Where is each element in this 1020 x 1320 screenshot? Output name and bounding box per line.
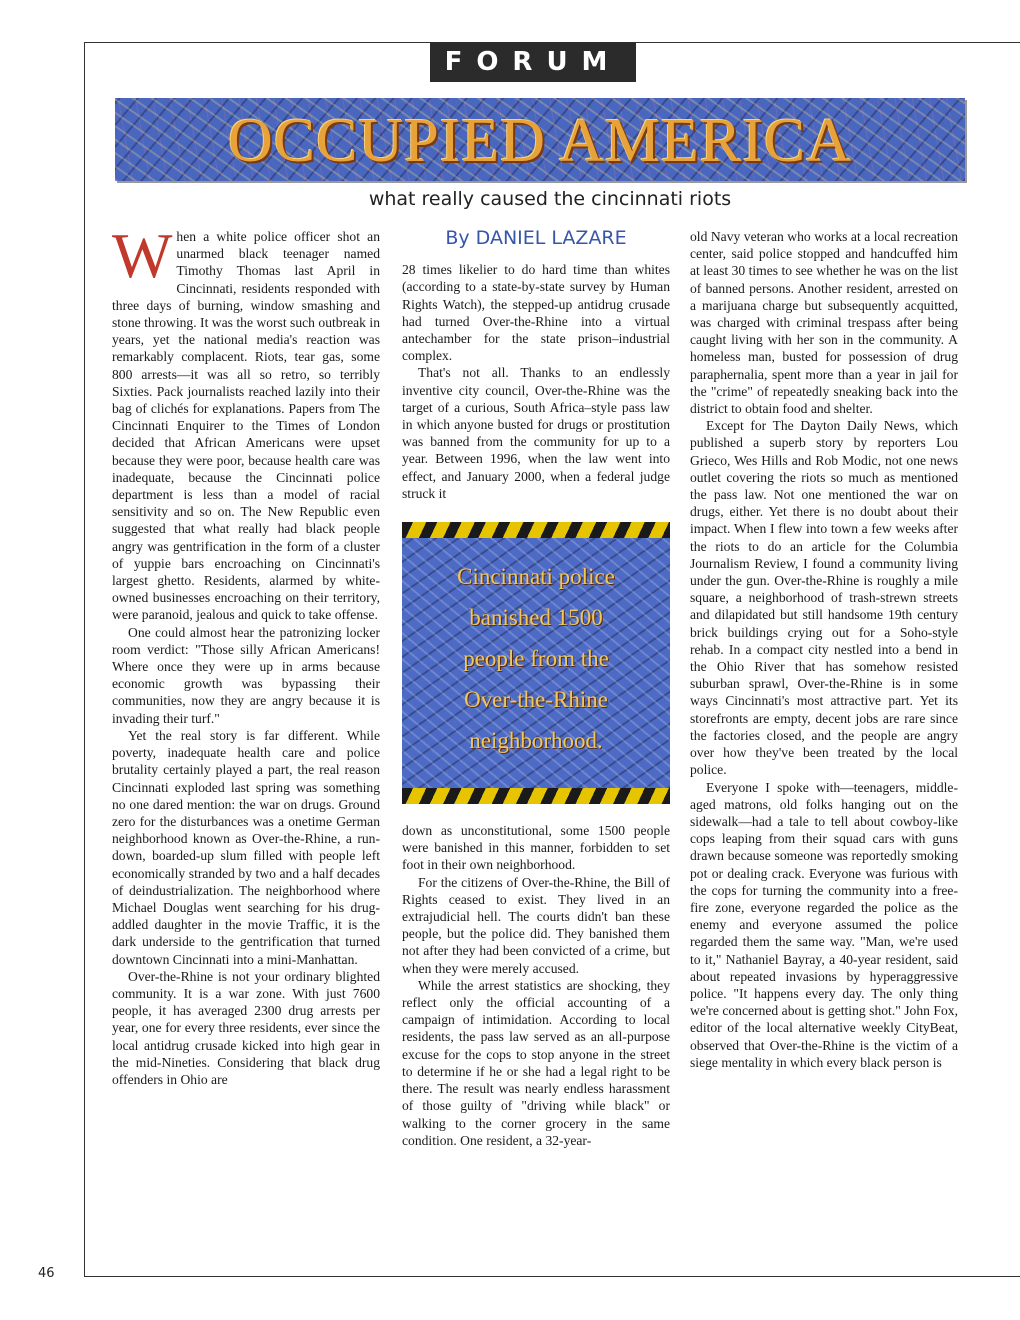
frame-bottom-rule — [84, 1276, 1020, 1277]
byline: By DANIEL LAZARE — [445, 227, 627, 249]
pull-quote-line: banished 1500 — [469, 605, 603, 631]
paragraph: One could almost hear the patronizing locker room verdict: "Those silly African Americans! Where once they were up in arms because economic growth was bypassing their communities, now they are angry because it is invading their turf." — [112, 624, 380, 726]
paragraph — [112, 220, 380, 624]
pull-quote-text — [412, 556, 660, 761]
paragraph: 28 times likelier to do hard time than whites (according to a state-by-state survey by Human Rights Watch), the stepped-up antidrug crusade had turned Over-the-Rhine into a virtual antechamber for the state prison–industrial complex. — [402, 262, 670, 364]
paragraph: Except for The Dayton Daily News, which published a superb story by reporters Lou Grieco, Wes Hills and Rob Modic, not one news outlet covering the riots so much as mentioned the pass law. Not one mentioned the war on drugs, either. Yet there is no doubt about their impact. When I flew into town a few weeks after the riots to do an article for the Columbia Journalism Review, I found a community living under the gun. Over-the-Rhine is roughly a mile square, a neighborhood of trash-strewn streets and dilapidated but still handsome 19th century brick buildings crying out for a Soho-style rehab. In a compact city nestled into a bend in the Ohio River that has somehow resisted suburban sprawl, Over-the-Rhine is in some ways Cincinnati's most attractive part. Yet its storefronts are empty, decent jobs are rare since the factories closed, and the people are angry over how they've been treated by the local police. — [690, 418, 958, 778]
paragraph: That's not all. Thanks to an endlessly inventive city council, Over-the-Rhine was the target of a curious, South Africa–style pass law in which anyone busted for drugs or prostitution was banned from the community for up to a year. Between 1996, when the law went into effect, and January 2000, when a federal judge struck it — [402, 365, 670, 501]
drop-cap: W — [112, 220, 173, 291]
article-subtitle: what really caused the cincinnati riots — [368, 188, 732, 210]
column-1 — [112, 220, 380, 1088]
page-number: 46 — [38, 1266, 55, 1281]
pull-quote-line: neighborhood. — [469, 728, 603, 754]
article-title: OCCUPIED AMERICA — [227, 107, 852, 175]
paragraph: While the arrest statistics are shocking, they reflect only the official accounting of a campaign of intimidation. According to local residents, the pass law served as an all-purpose excuse for the cops to stop anyone in the street to determine if he or she had a legal right to be there. The result was nearly endless harassment of those guilty of "driving while black" or walking to the corner grocery in the same condition. One resident, a 32-year- — [402, 977, 670, 1148]
paragraph: Everyone I spoke with—teenagers, middle-aged matrons, old folks hanging out on the sidewalk—had a tale to tell about cowboy-like cops leaping from their squad cars with guns drawn because someone was reportedly smoking pot or dealing crack. Everyone was furious with the cops for turning the community into a free-fire zone, everyone regarded the police as the enemy and everyone assumed the police regarded them the same way. "Man, we're used to it," Nathaniel Bayray, a 40-year resident, said about repeated invasions by hyperaggressive police. "It happens every day. The only thing we're concerned about is getting shot." John Fox, editor of the local alternative weekly CityBeat, observed that Over-the-Rhine is the victim of a siege mentality in which every black person is — [690, 779, 958, 1070]
paragraph-text: hen a white police officer shot an unarmed black teenager named Timothy Thomas last April in Cincinnati, residents responded with three days of burning, window smashing and stone throwing. It was the worst such outbreak in years, yet the national media's reaction was remarkably complacent. Riots, tear gas, some 800 arrests—it was all so retro, so terribly Sixties. Pack journalists reached lazily into their bag of clichés for explanations. Papers from The Cincinnati Enquirer to the Times of London decided that African Americans were upset because they were poor, because health care was inadequate, because the Cincinnati police department is less than a model of racial sensitivity and so on. The New Republic even suggested that what really had black people angry was gentrification in the form of a cluster of yuppie bars encroaching on Cincinnati's largest ghetto. Residents, alarmed by white-owned businesses encroaching on their territory, were paranoid, jealous and quick to take offense. — [112, 229, 380, 623]
section-tag: FORUM — [430, 42, 636, 82]
column-3 — [690, 228, 958, 1071]
pull-quote-line: people from the — [463, 646, 609, 672]
title-banner — [115, 98, 965, 181]
paragraph: Over-the-Rhine is not your ordinary blighted community. It is a war zone. With just 7600 people, it has averaged 2300 drug arrests per year, one for every three residents, ever since the local antidrug crusade kicked into high gear in the mid-Nineties. Considering that black drug offenders in Ohio are — [112, 968, 380, 1087]
paragraph: Yet the real story is far different. While poverty, inadequate health care and police brutality certainly played a part, the real reason Cincinnati exploded last spring was something no one dared mention: the war on drugs. Ground zero for the disturbances was a onetime German neighborhood known as Over-the-Rhine, a run-down, boarded-up slum filled with people left economically stranded by two and a half decades of deindustrialization. The neighborhood where Michael Douglas went searching for his drug-addled daughter in the movie Traffic, it is the dark underside to the gentrification that turned downtown Cincinnati into a mini-Manhattan. — [112, 727, 380, 967]
pull-quote-line: Cincinnati police — [457, 564, 615, 590]
pull-quote-line: Over-the-Rhine — [464, 687, 608, 713]
paragraph: old Navy veteran who works at a local recreation center, said police stopped and handcuffed him at least 30 times to see whether he was on the list of banned persons. Another resident, arrested on a marijuana charge but subsequently acquitted, was charged with criminal trespass after being caught living with her son in the community. A homeless man, busted for possession of drug paraphernalia, spent more than a year in jail for the "crime" of repeatedly sneaking back into the district to obtain food and shelter. — [690, 229, 958, 417]
frame-left-rule — [84, 42, 85, 1276]
paragraph: For the citizens of Over-the-Rhine, the Bill of Rights ceased to exist. They lived in an extrajudicial hell. The courts didn't ban these people, but the police did. They banished them not after they had been convicted of a crime, but when they were merely accused. — [402, 874, 670, 976]
paragraph: down as unconstitutional, some 1500 people were banished in this manner, forbidden to set foot in their own neighborhood. — [402, 823, 670, 873]
column-2 — [402, 228, 670, 1149]
hazard-stripe-top — [402, 522, 670, 538]
pull-quote-box — [402, 522, 670, 804]
hazard-stripe-bottom — [402, 788, 670, 804]
